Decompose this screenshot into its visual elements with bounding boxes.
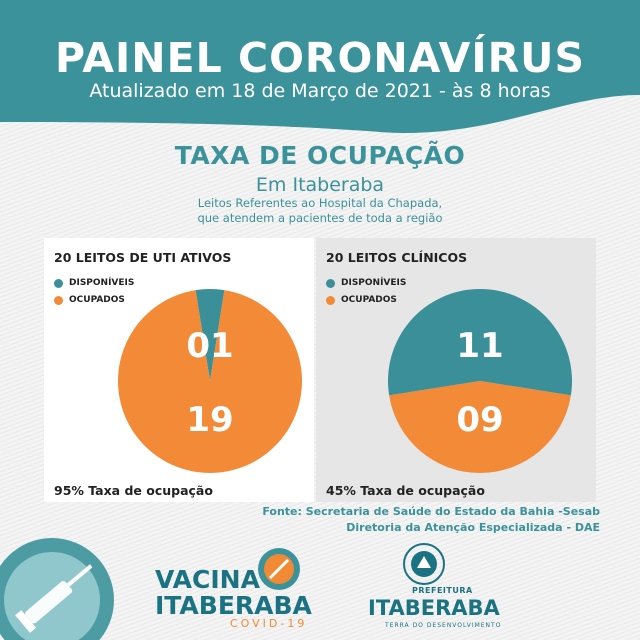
note-line-2: que atendem a pacientes de toda a região xyxy=(197,211,443,225)
legend-orange-dot xyxy=(54,296,63,305)
note-line-1: Leitos Referentes ao Hospital da Chapada, xyxy=(197,196,443,210)
section-title: TAXA DE OCUPAÇÃO xyxy=(174,141,466,170)
legend-orange-dot xyxy=(326,296,335,305)
legend-teal-dot xyxy=(54,279,63,288)
vacina-line-1: VACINA xyxy=(155,565,260,594)
prefeitura-label: PREFEITURA xyxy=(412,586,473,595)
prefeitura-tagline: TERRA DO DESENVOLVIMENTO xyxy=(385,622,502,629)
pie-value-label: 11 xyxy=(456,326,504,366)
pie-value-label: 19 xyxy=(186,400,234,440)
page-subtitle: Atualizado em 18 de Março de 2021 - às 8 horas xyxy=(89,80,551,102)
clinicos-panel xyxy=(316,238,596,502)
pie-value-label: 09 xyxy=(456,400,504,440)
clinicos-occupancy-rate: 45% Taxa de ocupação xyxy=(326,483,485,498)
uti-panel-title: 20 LEITOS DE UTI ATIVOS xyxy=(54,250,232,265)
uti-panel xyxy=(44,238,314,502)
uti-pie-chart xyxy=(114,285,306,477)
section-subtitle: Em Itaberaba xyxy=(255,174,385,196)
clinicos-panel-title: 20 LEITOS CLÍNICOS xyxy=(326,250,468,265)
clinicos-pie-chart xyxy=(384,285,576,477)
uti-legend-available-label: DISPONÍVEIS xyxy=(69,278,135,288)
source-line-2: Diretoria da Atenção Especializada - DAE xyxy=(346,521,600,534)
clinicos-legend-available-label: DISPONÍVEIS xyxy=(341,278,407,288)
pie-value-label: 01 xyxy=(186,326,234,366)
vacina-line-2: ITABERABA xyxy=(155,591,312,620)
section-note xyxy=(0,196,640,226)
uti-legend-occupied-label: OCUPADOS xyxy=(69,295,125,305)
vacina-covid-label: COVID-19 xyxy=(230,617,308,630)
city-seal-icon xyxy=(402,542,446,586)
uti-occupancy-rate: 95% Taxa de ocupação xyxy=(54,483,213,498)
legend-teal-dot xyxy=(326,279,335,288)
vacina-logo xyxy=(155,567,312,619)
clinicos-legend-occupied-label: OCUPADOS xyxy=(341,295,397,305)
source-line-1: Fonte: Secretaria de Saúde do Estado da Bahia -Sesab xyxy=(262,505,600,518)
page-title: PAINEL CORONAVÍRUS xyxy=(55,34,585,82)
prefeitura-name: ITABERABA xyxy=(368,596,500,620)
syringe-decoration xyxy=(0,528,130,640)
data-source xyxy=(262,504,600,536)
